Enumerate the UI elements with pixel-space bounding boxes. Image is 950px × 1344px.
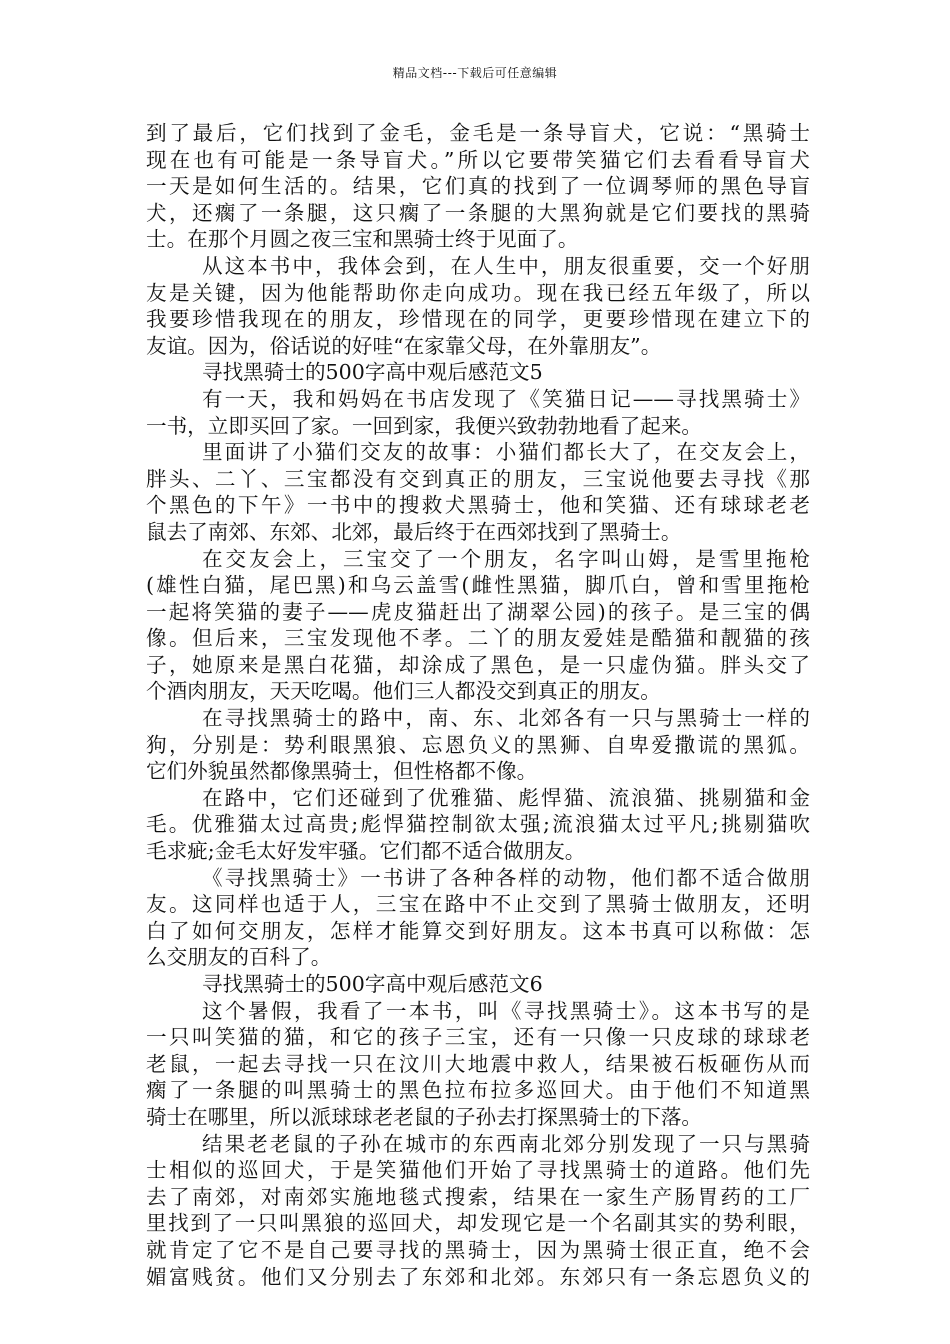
text-line: 一起将笑猫的妻子——虎皮猫赶出了湖翠公园)的孩子。是三宝的偶 — [146, 599, 810, 624]
text-line: 友谊。因为，俗话说的好哇“在家靠父母，在外靠朋友”。 — [146, 333, 662, 358]
text-line: 里面讲了小猫们交友的故事：小猫们都长大了，在交友会上， — [202, 440, 810, 465]
text-line: 瘸了一条腿的叫黑骑士的黑色拉布拉多巡回犬。由于他们不知道黑 — [146, 1078, 810, 1103]
text-line: 在路中，它们还碰到了优雅猫、彪悍猫、流浪猫、挑剔猫和金 — [202, 785, 810, 810]
text-line: 一只叫笑猫的猫，和它的孩子三宝，还有一只像一只皮球的球球老 — [146, 1025, 810, 1050]
text-line: 这个暑假，我看了一本书，叫《寻找黑骑士》。这本书写的是 — [202, 998, 810, 1023]
text-line: 友。这同样也适于人，三宝在路中不止交到了黑骑士做朋友，还明 — [146, 892, 810, 917]
section-heading: 寻找黑骑士的500字高中观后感范文5 — [202, 360, 543, 385]
text-line: 鼠去了南郊、东郊、北郊，最后终于在西郊找到了黑骑士。 — [146, 519, 682, 544]
text-line: 里找到了一只叫黑狼的巡回犬，却发现它是一个名副其实的势利眼， — [146, 1211, 810, 1236]
text-line: 从这本书中，我体会到，在人生中，朋友很重要，交一个好朋 — [202, 253, 810, 278]
text-line: 士。在那个月圆之夜三宝和黑骑士终于见面了。 — [146, 227, 579, 252]
text-line: 在交友会上，三宝交了一个朋友，名字叫山姆，是雪里拖枪 — [202, 546, 810, 571]
page-header: 精品文档---下载后可任意编辑 — [392, 66, 558, 80]
text-line: 我要珍惜我现在的朋友，珍惜现在的同学，更要珍惜现在建立下的 — [146, 307, 810, 332]
text-line: 老鼠，一起去寻找一只在汶川大地震中救人，结果被石板砸伤从而 — [146, 1051, 810, 1076]
text-line: 有一天，我和妈妈在书店发现了《笑猫日记——寻找黑骑士》 — [202, 386, 810, 411]
text-line: 到了最后，它们找到了金毛，金毛是一条导盲犬，它说：“黑骑士 — [146, 121, 810, 145]
document-body — [146, 120, 810, 1290]
text-line: 子，她原来是黑白花猫，却涂成了黑色，是一只虚伪猫。胖头交了 — [146, 652, 810, 677]
text-line: 结果老老鼠的子孙在城市的东西南北郊分别发现了一只与黑骑 — [202, 1131, 810, 1156]
text-line: 么交朋友的百科了。 — [146, 945, 332, 970]
text-line: 一天是如何生活的。结果，它们真的找到了一位调琴师的黑色导盲 — [146, 174, 810, 199]
text-line: 媚富贱贫。他们又分别去了东郊和北郊。东郊只有一条忘恩负义的 — [146, 1264, 810, 1289]
text-line: 胖头、二丫、三宝都没有交到真正的朋友，三宝说他要去寻找《那 — [146, 466, 810, 491]
text-line: 一书，立即买回了家。一回到家，我便兴致勃勃地看了起来。 — [146, 413, 703, 438]
text-line: (雄性白猫，尾巴黑)和乌云盖雪(雌性黑猫，脚爪白，曾和雪里拖枪 — [146, 573, 810, 598]
text-line: 它们外貌虽然都像黑骑士，但性格都不像。 — [146, 759, 538, 784]
text-line: 白了如何交朋友，怎样才能算交到好朋友。这本书真可以称做：怎 — [146, 918, 810, 943]
text-line: 个黑色的下午》一书中的搜救犬黑骑士，他和笑猫、还有球球老老 — [146, 493, 810, 518]
text-line: 就肯定了它不是自己要寻找的黑骑士，因为黑骑士很正直，绝不会 — [146, 1237, 810, 1262]
section-heading: 寻找黑骑士的500字高中观后感范文6 — [202, 972, 543, 996]
text-line: 个酒肉朋友，天天吃喝。他们三人都没交到真正的朋友。 — [146, 679, 661, 704]
text-line: 现在也有可能是一条导盲犬。”所以它要带笑猫它们去看看导盲犬 — [146, 147, 810, 172]
text-line: 毛。优雅猫太过高贵;彪悍猫控制欲太强;流浪猫太过平凡;挑剔猫吹 — [146, 812, 810, 837]
text-line: 去了南郊，对南郊实施地毯式搜索，结果在一家生产肠胃药的工厂 — [146, 1184, 810, 1209]
text-line: 犬，还瘸了一条腿，这只瘸了一条腿的大黑狗就是它们要找的黑骑 — [146, 200, 810, 225]
text-line: 士相似的巡回犬，于是笑猫他们开始了寻找黑骑士的道路。他们先 — [146, 1158, 810, 1183]
text-line: 友是关键，因为他能帮助你走向成功。现在我已经五年级了，所以 — [146, 280, 810, 305]
text-line: 骑士在哪里，所以派球球老老鼠的子孙去打探黑骑士的下落。 — [146, 1104, 703, 1129]
text-line: 狗，分别是：势利眼黑狼、忘恩负义的黑狮、自卑爱撒谎的黑狐。 — [146, 732, 810, 757]
text-line: 《寻找黑骑士》一书讲了各种各样的动物，他们都不适合做朋 — [202, 865, 810, 890]
text-line: 在寻找黑骑士的路中，南、东、北郊各有一只与黑骑士一样的 — [202, 706, 810, 731]
text-line: 毛求疵;金毛太好发牢骚。它们都不适合做朋友。 — [146, 839, 586, 864]
text-line: 像。但后来，三宝发现他不孝。二丫的朋友爱娃是酷猫和靓猫的孩 — [146, 626, 810, 651]
